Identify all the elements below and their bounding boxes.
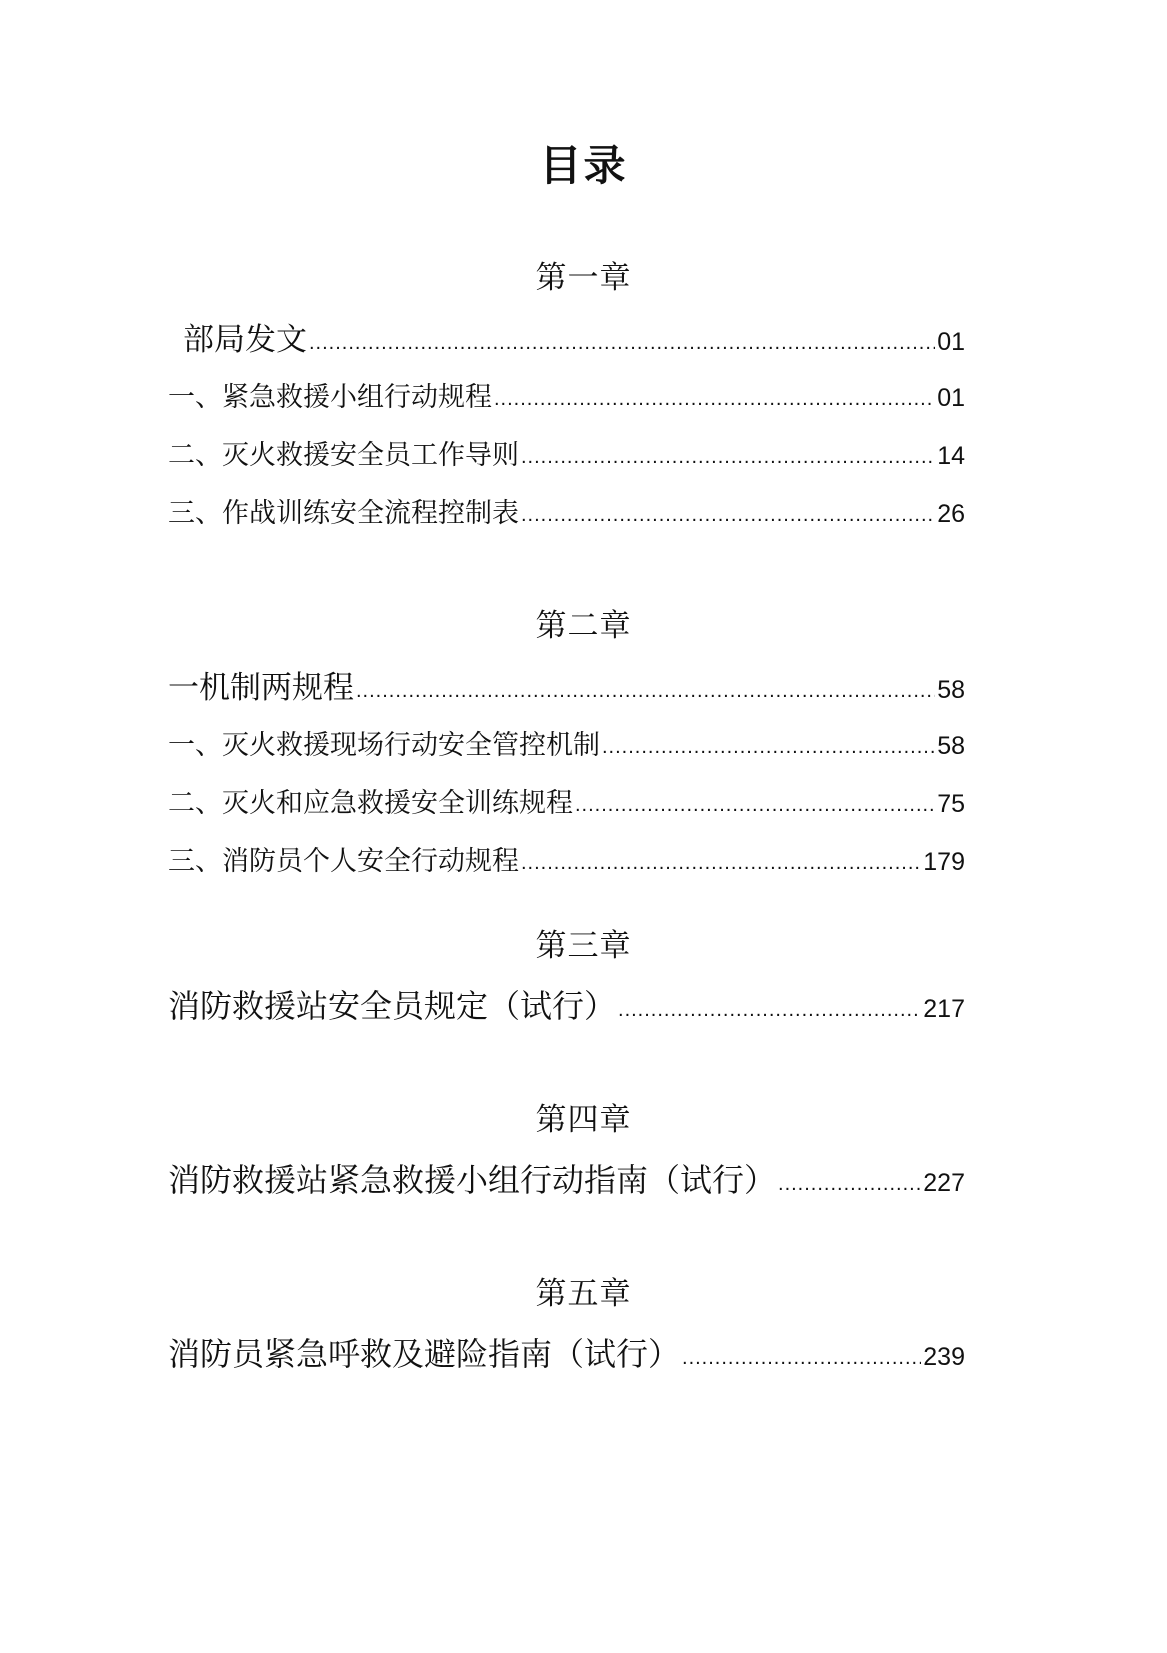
chapter-4-heading: 第四章 — [535, 1102, 632, 1138]
dot-leader — [309, 323, 935, 363]
toc-entry-page: 179 — [923, 848, 965, 876]
toc-entry-label: 消防员紧急呼救及避险指南（试行） — [168, 1335, 681, 1373]
chapter-2-heading: 第二章 — [535, 608, 632, 644]
toc-entry[interactable] — [168, 378, 965, 420]
dot-leader — [356, 671, 935, 711]
dot-leader — [575, 785, 935, 825]
toc-entry-label: 三、消防员个人安全行动规程 — [168, 846, 519, 877]
toc-entry-label: 一、紧急救援小组行动规程 — [168, 382, 492, 413]
toc-entry-label: 部局发文 — [183, 322, 307, 358]
toc-entry-page: 75 — [937, 790, 965, 818]
dot-leader — [618, 990, 921, 1030]
toc-entry-page: 217 — [923, 995, 965, 1023]
toc-entry[interactable] — [168, 436, 965, 478]
dot-leader — [521, 843, 921, 883]
toc-entry[interactable] — [168, 1160, 965, 1205]
toc-entry-label: 一、灭火救援现场行动安全管控机制 — [168, 730, 600, 761]
dot-leader — [602, 727, 935, 767]
dot-leader — [682, 1338, 921, 1378]
toc-entry-label: 三、作战训练安全流程控制表 — [168, 498, 519, 529]
page-title: 目录 — [539, 141, 628, 190]
dot-leader — [494, 379, 935, 419]
toc-entry-label: 二、灭火和应急救援安全训练规程 — [168, 788, 573, 819]
toc-entry-label: 消防救援站安全员规定（试行） — [168, 987, 617, 1025]
chapter-1-heading: 第一章 — [535, 260, 632, 296]
toc-entry-label: 一机制两规程 — [168, 670, 354, 706]
toc-entry[interactable] — [168, 726, 965, 768]
dot-leader — [521, 437, 935, 477]
toc-entry[interactable] — [168, 986, 965, 1031]
dot-leader — [778, 1164, 921, 1204]
chapter-5-heading: 第五章 — [535, 1276, 632, 1312]
toc-entry[interactable] — [168, 842, 965, 884]
toc-entry-page: 239 — [923, 1343, 965, 1371]
toc-entry-label: 二、灭火救援安全员工作导则 — [168, 440, 519, 471]
toc-entry-page: 01 — [937, 328, 965, 356]
toc-entry[interactable] — [168, 668, 965, 712]
toc-entry-page: 14 — [937, 442, 965, 470]
toc-entry-label: 消防救援站紧急救援小组行动指南（试行） — [168, 1161, 777, 1199]
toc-entry-page: 01 — [937, 384, 965, 412]
toc-entry-page: 227 — [923, 1169, 965, 1197]
toc-entry-page: 58 — [937, 676, 965, 704]
toc-entry[interactable] — [183, 320, 965, 364]
toc-entry-page: 26 — [937, 500, 965, 528]
toc-entry[interactable] — [168, 494, 965, 536]
toc-entry-page: 58 — [937, 732, 965, 760]
toc-entry[interactable] — [168, 1334, 965, 1379]
toc-entry[interactable] — [168, 784, 965, 826]
chapter-3-heading: 第三章 — [535, 928, 632, 964]
dot-leader — [521, 495, 935, 535]
